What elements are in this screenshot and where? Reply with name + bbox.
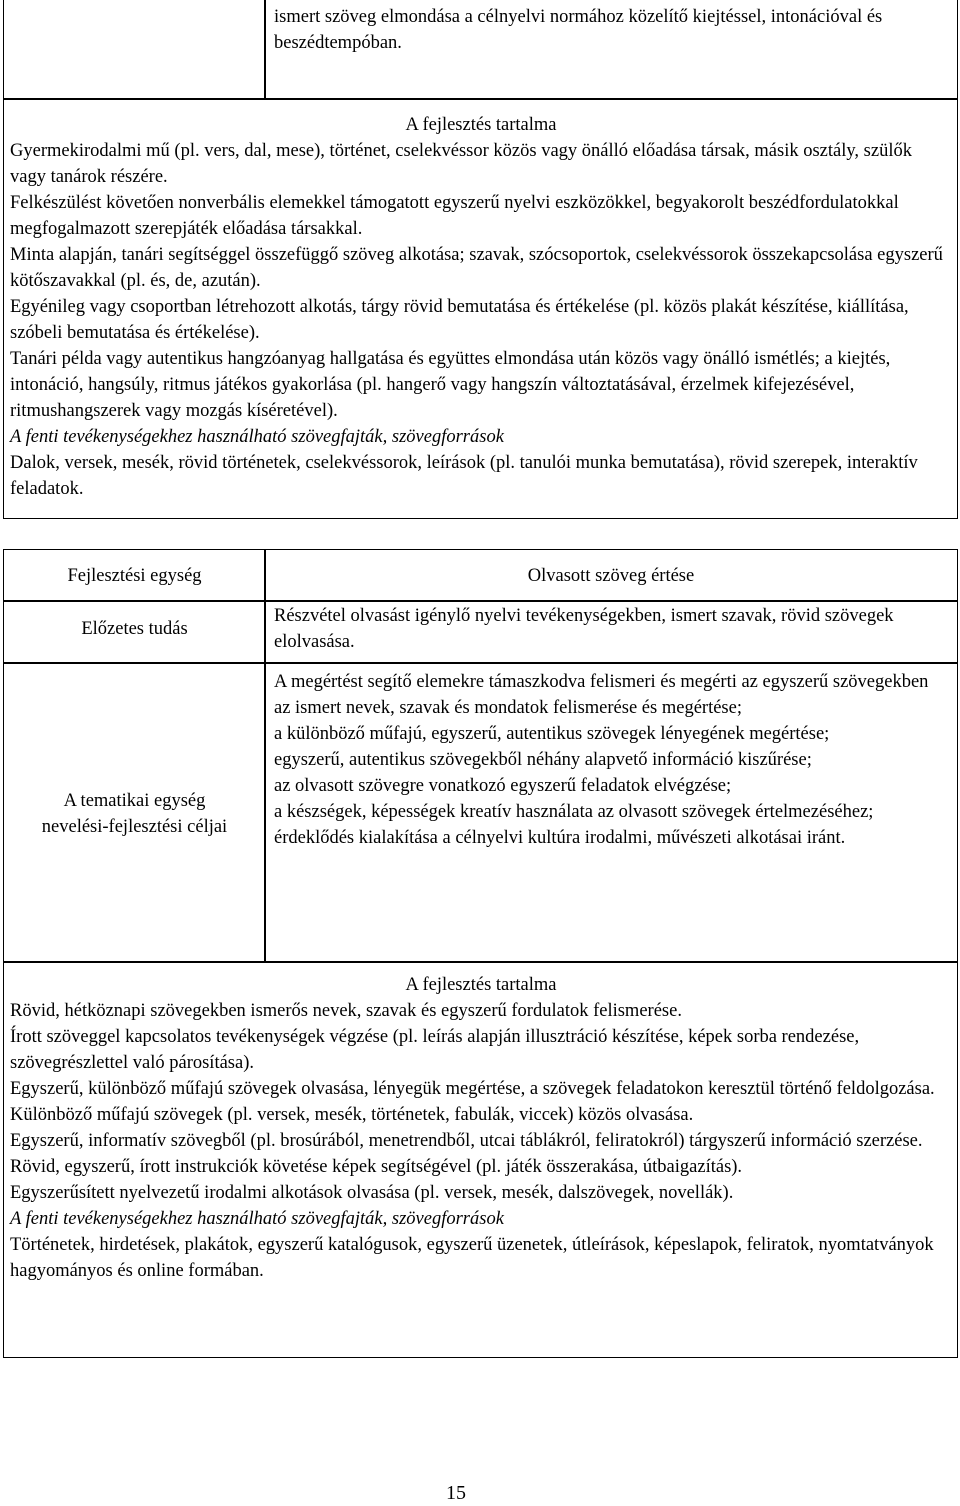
- goals-label-cell: [5, 788, 264, 840]
- goals-label-line2: nevelési-fejlesztési céljai: [41, 817, 228, 837]
- top-row1-text: ismert szöveg elmondása a célnyelvi normához közelítő kiejtéssel, intonációval és beszédtempóban.: [274, 7, 883, 53]
- top-genres-label: A fenti tevékenységekhez használható szövegfajták, szövegforrások: [10, 427, 504, 447]
- bottom-table-row-divider: [3, 961, 958, 963]
- goals-line: A megértést segítő elemekre támaszkodva felismeri és megérti az egyszerű szövegekben az ismert nevek, szavak és mondatok felismerése és megértése;: [274, 672, 929, 718]
- goals-line: érdeklődés kialakítása a célnyelvi kultúra irodalmi, művészeti alkotásai iránt.: [274, 828, 846, 848]
- goals-line: a különböző műfajú, egyszerű, autentikus szövegek lényegének megértése;: [274, 724, 830, 744]
- top-genres-text: Dalok, versek, mesék, rövid történetek, cselekvéssorok, leírások (pl. tanulói munka bemutatása), rövid szerepek, interaktív feladatok.: [10, 453, 918, 499]
- goals-label-line1: A tematikai egység: [63, 791, 206, 811]
- unit-label-cell: [5, 563, 264, 589]
- bottom-content-line: Egyszerűsített nyelvezetű irodalmi alkotások olvasása (pl. versek, mesék, dalszövegek, novellák).: [10, 1183, 734, 1203]
- prior-value-cell: [266, 603, 956, 655]
- bottom-content-line: Rövid, egyszerű, írott instrukciók követése képek segítségével (pl. játék összerakása, útbaigazítás).: [10, 1157, 743, 1177]
- top-content-line: Minta alapján, tanári segítséggel összefüggő szöveg alkotása; szavak, szócsoportok, cselekvéssorok összekapcsolása egyszerű kötőszavakkal (pl. és, de, azután).: [10, 245, 943, 291]
- page-number: 15: [446, 1482, 466, 1504]
- top-content-line: Felkészülést követően nonverbális elemekkel támogatott egyszerű nyelvi eszközökkel, begyakorolt beszédfordulatokkal megfogalmazott szerepjáték előadása társakkal.: [10, 193, 899, 239]
- goals-line: a készségek, képességek kreatív használata az olvasott szövegek értelmezéséhez;: [274, 802, 874, 822]
- goals-value-cell: [266, 669, 956, 851]
- bottom-genres-text: Történetek, hirdetések, plakátok, egyszerű katalógusok, egyszerű üzenetek, útleírások, képeslapok, feliratok, nyomtatványok hagyományos és online formában.: [10, 1235, 934, 1281]
- unit-value: Olvasott szöveg értése: [527, 566, 695, 586]
- top-content-line: Gyermekirodalmi mű (pl. vers, dal, mese), történet, cselekvéssor közös vagy önálló előadása társak, másik osztály, szülők vagy tanárok részére.: [10, 141, 912, 187]
- prior-label: Előzetes tudás: [81, 619, 188, 639]
- top-content-line: Tanári példa vagy autentikus hangzóanyag hallgatása és együttes elmondása után közös vagy önálló ismétlés; a kiejtés, intonáció, hangsúly, ritmus játékos gyakorlása (pl. hangerő vagy hangszín változtatásával, érzelmek kifejezésével, ritmushangszerek vagy mozgás kíséretével).: [10, 349, 891, 421]
- prior-label-cell: [5, 616, 264, 642]
- bottom-content-cell: [10, 972, 952, 1284]
- bottom-content-line: Különböző műfajú szövegek (pl. versek, mesék, történetek, fabulák, viccek) közös olvasása.: [10, 1105, 694, 1125]
- bottom-content-line: Egyszerű, informatív szövegből (pl. brosúrából, menetrendből, utcai táblákról, feliratokról) tárgyszerű információ szerzése.: [10, 1131, 923, 1151]
- bottom-content-line: Rövid, hétköznapi szövegekben ismerős nevek, szavak és egyszerű fordulatok felismerése.: [10, 1001, 682, 1021]
- top-content-line: Egyénileg vagy csoportban létrehozott alkotás, tárgy rövid bemutatása és értékelése (pl. közös plakát készítése, kiállítása, szóbeli bemutatása és értékelése).: [10, 297, 909, 343]
- bottom-content-line: Írott szöveggel kapcsolatos tevékenységek végzése (pl. leírás alapján illusztráció készítése, képek sorba rendezése, szövegrészlettel való párosítása).: [10, 1027, 860, 1073]
- top-content-heading: A fejlesztés tartalma: [405, 115, 557, 135]
- bottom-genres-label: A fenti tevékenységekhez használható szövegfajták, szövegforrások: [10, 1209, 504, 1229]
- bottom-content-line: Egyszerű, különböző műfajú szövegek olvasása, lényegük megértése, a szövegek feladatokon keresztül történő feldolgozása.: [10, 1079, 935, 1099]
- bottom-table-row-divider: [3, 662, 958, 664]
- bottom-table-row-divider: [3, 600, 958, 602]
- unit-value-cell: [266, 563, 956, 589]
- goals-line: az olvasott szövegre vonatkozó egyszerű feladatok elvégzése;: [274, 776, 732, 796]
- top-row1-right-cell: [266, 4, 956, 56]
- prior-value: Részvétel olvasást igénylő nyelvi tevékenységekben, ismert szavak, rövid szövegek elolvasása.: [274, 606, 894, 652]
- unit-label: Fejlesztési egység: [67, 566, 202, 586]
- top-content-cell: [10, 112, 952, 502]
- top-table-row-divider: [3, 98, 958, 100]
- goals-line: egyszerű, autentikus szövegekből néhány alapvető információ kiszűrése;: [274, 750, 812, 770]
- bottom-content-heading: A fejlesztés tartalma: [405, 975, 557, 995]
